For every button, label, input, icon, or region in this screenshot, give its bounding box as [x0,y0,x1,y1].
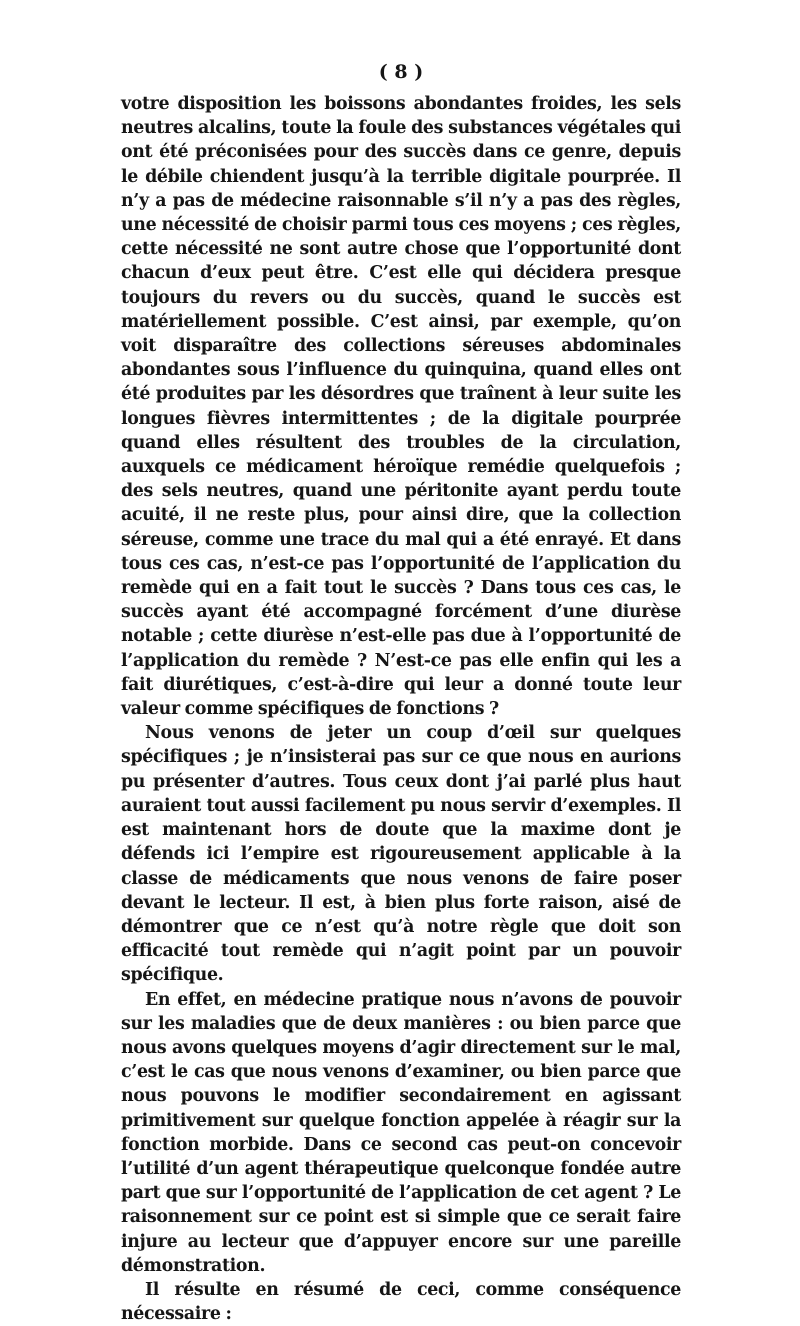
paragraph-3: En effet, en médecine pratique nous n’avons de pouvoir sur les maladies que de deux manières : ou bien parce que nous avons quelques moyens d’agir directement sur le mal, c’est le cas que nous venons d’examiner, ou bien parce que nous pouvons le modifier secondairement en agissant primitivement sur quelque fonction appelée à réagir sur la fonction morbide. Dans ce second cas peut-on concevoir l’utilité d’un agent thérapeutique quelconque fondée autre part que sur l’opportunité de l’application de cet agent ? Le raisonnement sur ce point est si simple que ce serait faire injure au lecteur que d’appuyer encore sur une pareille démonstration. [121,989,681,1276]
book-page [121,58,681,1326]
page-number: ( 8 ) [378,61,424,83]
paragraph-1: votre disposition les boissons abondantes froides, les sels neutres alcalins, toute la foule des substances végétales qui ont été préconisées pour des succès dans ce genre, depuis le débile chiendent jusqu’à la terrible digitale pourprée. Il n’y a pas de médecine raisonnable s’il n’y a pas des règles, une nécessité de choisir parmi tous ces moyens ; ces règles, cette nécessité ne sont autre chose que l’opportunité dont chacun d’eux peut être. C’est elle qui décidera presque toujours du revers ou du succès, quand le succès est matériellement possible. C’est ainsi, par exemple, qu’on voit disparaître des collections séreuses abdominales abondantes sous l’influence du quinquina, quand elles ont été produites par les désordres que traînent à leur suite les longues fièvres intermittentes ; de la digitale pourprée quand elles résultent des troubles de la circulation, auxquels ce médicament héroïque remédie quelquefois ; des sels neutres, quand une péritonite ayant perdu toute acuité, il ne reste plus, pour ainsi dire, que la collection séreuse, comme une trace du mal qui a été enrayé. Et dans tous ces cas, n’est-ce pas l’opportunité de l’application du remède qui en a fait tout le succès ? Dans tous ces cas, le succès ayant été accompagné forcément d’une diurèse notable ; cette diurèse n’est-elle pas due à l’opportunité de l’application du remède ? N’est-ce pas elle enfin qui les a fait diurétiques, c’est-à-dire qui leur a donné toute leur valeur comme spécifiques de fonctions ? [121,94,681,720]
paragraph-4: Il résulte en résumé de ceci, comme conséquence nécessaire : [121,1279,681,1325]
paragraph-2: Nous venons de jeter un coup d’œil sur quelques spécifiques ; je n’insisterai pas sur ce que nous en aurions pu présenter d’autres. Tous ceux dont j’ai parlé plus haut auraient tout aussi facilement pu nous servir d’exemples. Il est maintenant hors de doute que la maxime dont je défends ici l’empire est rigoureusement applicable à la classe de médicaments que nous venons de faire poser devant le lecteur. Il est, à bien plus forte raison, aisé de démontrer que ce n’est qu’à notre règle que doit son efficacité tout remède qui n’agit point par un pouvoir spécifique. [121,723,681,986]
